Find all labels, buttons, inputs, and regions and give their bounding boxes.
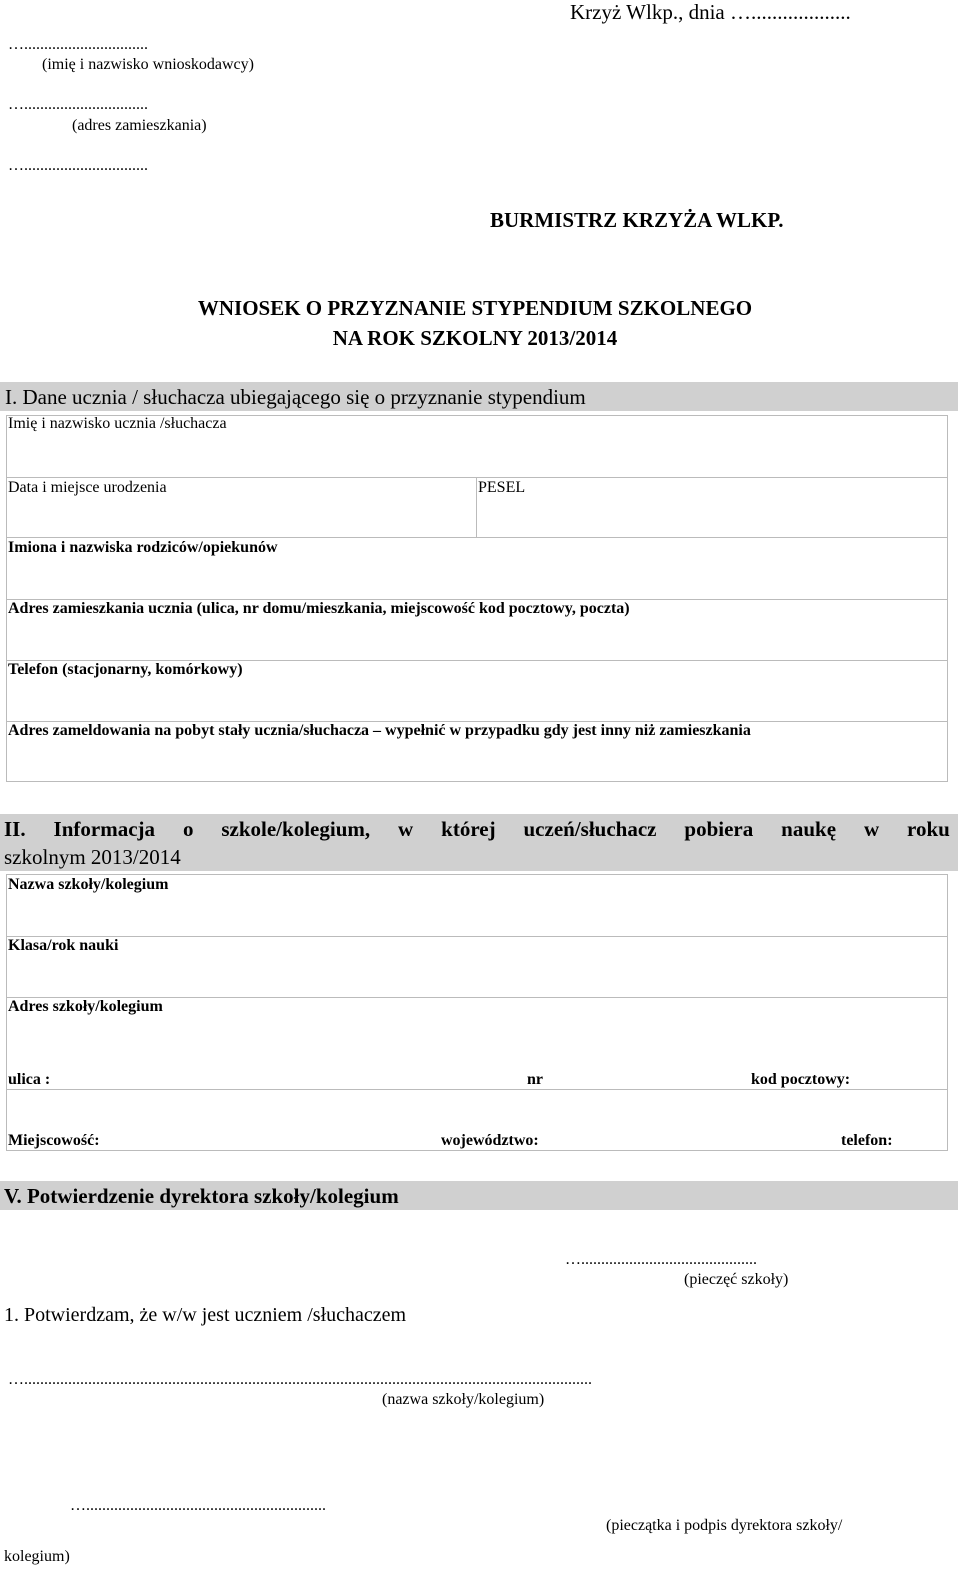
place-date: Krzyż Wlkp., dnia …...................: [570, 0, 851, 24]
page-title: WNIOSEK O PRZYZNANIE STYPENDIUM SZKOLNEGO: [197, 296, 753, 320]
school-phone-label: telefon:: [841, 1132, 893, 1149]
parents-label: Imiona i nazwiska rodziców/opiekunów: [8, 539, 278, 556]
applicant-name-dots: …...............................: [8, 36, 148, 53]
signature-dots: …............................................................: [70, 1497, 326, 1514]
pesel-label: PESEL: [478, 479, 526, 496]
page-subtitle: NA ROK SZKOLNY 2013/2014: [332, 326, 618, 350]
name-label-overlay: Imię i nazwisko ucznia /słuchacza: [8, 415, 227, 432]
addressee: BURMISTRZ KRZYŻA WLKP.: [490, 208, 784, 232]
stamp-dots: …............................................: [565, 1251, 757, 1268]
number-label: nr: [527, 1071, 543, 1088]
school-name-label: Nazwa szkoły/kolegium: [8, 876, 169, 893]
section5-heading-band: [0, 1181, 958, 1210]
stamp-caption: (pieczęć szkoły): [684, 1271, 789, 1288]
section1-heading: I. Dane ucznia / słuchacza ubiegającego się o przyznanie stypendium: [5, 385, 586, 409]
section2-heading-word: o: [182, 817, 194, 841]
section2-heading-word: szkole/kolegium,: [221, 817, 371, 841]
section1-heading-band: [0, 382, 958, 411]
confirmation-text: 1. Potwierdzam, że w/w jest uczniem /słuchaczem: [4, 1304, 407, 1326]
voivodeship-label: województwo:: [441, 1132, 539, 1149]
birth-label: Data i miejsce urodzenia: [8, 479, 167, 496]
section2-heading-band: [0, 814, 958, 871]
section2-heading-word: Informacja: [53, 817, 156, 841]
school-name-dots: …..............................................................................................................................................: [8, 1371, 592, 1388]
section2-heading-line2: szkolnym 2013/2014: [4, 845, 181, 869]
section2-heading: [4, 817, 950, 842]
postal-code-label: kod pocztowy:: [751, 1071, 851, 1088]
registered-address-label: Adres zameldowania na pobyt stały ucznia/słuchacza – wypełnić w przypadku gdy jest inny niż zamieszkania: [8, 722, 751, 739]
address-dots-2: …...............................: [8, 157, 148, 174]
section2-heading-word: w: [863, 817, 880, 841]
section2-heading-word: roku: [907, 817, 950, 841]
phone-label: Telefon (stacjonarny, komórkowy): [8, 661, 243, 678]
section2-heading-word: w: [398, 817, 414, 841]
section5-heading: V. Potwierdzenie dyrektora szkoły/kolegium: [4, 1184, 399, 1208]
birth-pesel-divider: [476, 477, 477, 537]
class-label: Klasa/rok nauki: [8, 937, 119, 954]
signature-caption: (pieczątka i podpis dyrektora szkoły/: [606, 1517, 843, 1534]
section2-heading-word: naukę: [781, 817, 837, 841]
applicant-name-caption: (imię i nazwisko wnioskodawcy): [42, 56, 254, 73]
section2-heading-word: uczeń/słuchacz: [523, 817, 657, 841]
city-label: Miejscowość:: [8, 1132, 100, 1149]
section2-heading-word: pobiera: [684, 817, 754, 841]
address-dots: …...............................: [8, 96, 148, 113]
section2-heading-word: II.: [4, 817, 26, 841]
student-address-label: Adres zamieszkania ucznia (ulica, nr domu/mieszkania, miejscowość kod pocztowy, poczta): [8, 600, 630, 617]
address-caption: (adres zamieszkania): [72, 117, 207, 134]
school-address-label: Adres szkoły/kolegium: [8, 998, 163, 1015]
section2-heading-word: której: [441, 817, 496, 841]
school-name-caption: (nazwa szkoły/kolegium): [382, 1391, 545, 1408]
signature-caption-cont: kolegium): [4, 1548, 70, 1565]
class-field[interactable]: [6, 936, 948, 997]
street-label: ulica :: [8, 1071, 51, 1088]
